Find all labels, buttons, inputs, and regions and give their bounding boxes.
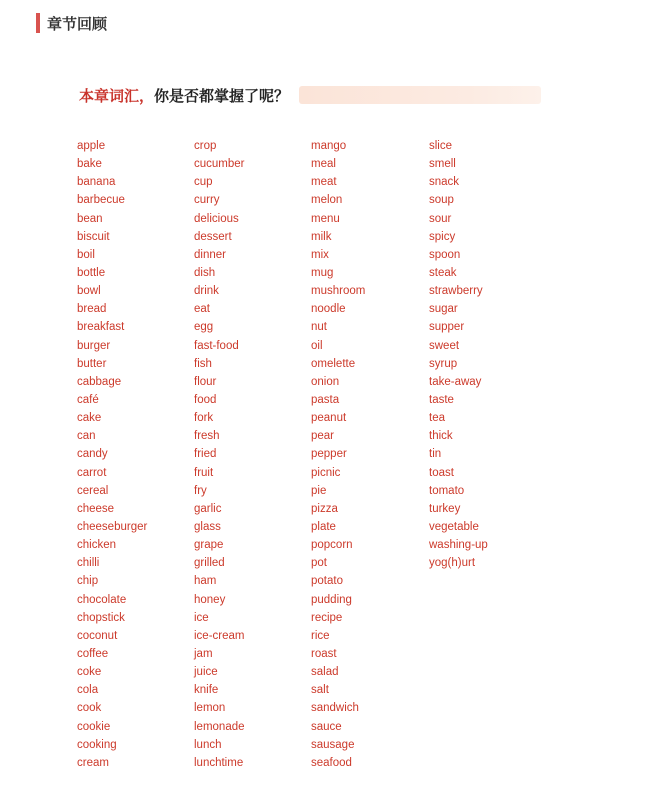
vocab-word: yog(h)urt [429, 557, 476, 570]
vocab-word: supper [429, 321, 465, 334]
vocab-word: cabbage [77, 375, 122, 388]
vocab-word: coconut [77, 629, 118, 642]
vocab-word: tin [429, 448, 442, 461]
vocab-word: milk [311, 230, 332, 243]
vocab-word: butter [77, 357, 107, 370]
vocab-column-1 [77, 137, 147, 772]
vocab-word: lunch [194, 738, 222, 751]
vocab-word: ice-cream [194, 629, 245, 642]
vocab-word: roast [311, 647, 337, 660]
vocab-word: pizza [311, 502, 338, 515]
vocab-word: plate [311, 520, 336, 533]
vocab-word: candy [77, 448, 108, 461]
vocab-word: chilli [77, 557, 100, 570]
vocab-word: nut [311, 321, 327, 334]
vocab-word: lunchtime [194, 756, 244, 769]
vocab-word: pasta [311, 393, 340, 406]
vocab-word: omelette [311, 357, 356, 370]
vocab-word: meat [311, 176, 337, 189]
section-header [36, 12, 107, 34]
vocab-word: mix [311, 248, 329, 261]
vocab-word: pudding [311, 593, 352, 606]
vocab-word: fry [194, 484, 207, 497]
vocab-word: cheese [77, 502, 115, 515]
vocab-word: grilled [194, 557, 225, 570]
vocab-word: delicious [194, 212, 239, 225]
vocab-word: slice [429, 140, 453, 152]
vocab-word: ham [194, 575, 217, 588]
vocab-word: garlic [194, 502, 222, 515]
vocab-word: food [194, 393, 217, 406]
vocab-word: chicken [77, 539, 116, 552]
vocab-word: salt [311, 684, 329, 697]
section-accent-bar [36, 13, 40, 33]
vocab-word: taste [429, 393, 454, 406]
vocab-column-2 [194, 137, 245, 772]
vocab-word: cereal [77, 484, 109, 497]
vocab-word: fried [194, 448, 217, 461]
vocab-word: crop [194, 140, 217, 152]
vocab-word: pot [311, 557, 327, 570]
vocab-word: take-away [429, 375, 482, 388]
vocab-word: peanut [311, 412, 347, 425]
vocab-word: grape [194, 539, 224, 552]
vocab-word: chopstick [77, 611, 125, 624]
vocab-word: cup [194, 176, 213, 189]
vocab-word: recipe [311, 611, 343, 624]
vocab-word: cook [77, 702, 102, 715]
vocab-word: fruit [194, 466, 214, 479]
vocab-word: pear [311, 430, 335, 443]
vocab-word: cola [77, 684, 99, 697]
vocab-word: curry [194, 194, 220, 207]
vocab-word: biscuit [77, 230, 110, 243]
vocab-word: lemon [194, 702, 226, 715]
vocab-word: glass [194, 520, 221, 533]
vocab-word: mango [311, 140, 347, 152]
vocab-word: carrot [77, 466, 107, 479]
vocab-word: burger [77, 339, 111, 352]
vocab-word: seafood [311, 756, 352, 769]
vocab-word: egg [194, 321, 214, 334]
vocab-word: vegetable [429, 520, 479, 533]
vocab-word: fish [194, 357, 212, 370]
vocab-word: knife [194, 684, 219, 697]
vocab-word: mug [311, 266, 334, 279]
vocab-word: pepper [311, 448, 347, 461]
vocab-word: sugar [429, 303, 458, 316]
vocab-word: rice [311, 629, 330, 642]
vocab-word: sandwich [311, 702, 359, 715]
vocab-word: cream [77, 756, 109, 769]
vocab-word: syrup [429, 357, 458, 370]
banner-highlight-wash [299, 86, 541, 104]
vocab-word: noodle [311, 303, 346, 316]
vocab-word: thick [429, 430, 453, 443]
banner-heading-highlight: 本章词汇， [79, 87, 155, 105]
banner-heading [79, 85, 289, 107]
vocab-word: steak [429, 266, 457, 279]
vocab-word: jam [194, 647, 213, 660]
vocab-word: lemonade [194, 720, 245, 733]
vocab-word: cheeseburger [77, 520, 148, 533]
vocab-word: chocolate [77, 593, 127, 606]
vocab-word: tomato [429, 484, 465, 497]
vocab-word: banana [77, 176, 116, 189]
vocab-word: fork [194, 412, 214, 425]
vocab-word: cookie [77, 720, 111, 733]
vocab-word: popcorn [311, 539, 353, 552]
vocab-word: can [77, 430, 96, 443]
vocab-word: bowl [77, 285, 101, 298]
section-title: 章节回顾 [47, 14, 108, 33]
vocab-word: toast [429, 466, 454, 479]
vocab-word: sour [429, 212, 452, 225]
vocab-word: flour [194, 375, 217, 388]
vocab-word: honey [194, 593, 226, 606]
vocab-word: bean [77, 212, 103, 225]
vocab-banner [79, 85, 541, 107]
vocab-word: washing-up [429, 539, 488, 552]
vocab-column-3 [311, 137, 365, 772]
vocab-word: juice [194, 666, 218, 679]
vocab-word: meal [311, 158, 336, 171]
vocab-word: chip [77, 575, 99, 588]
vocab-word: cucumber [194, 158, 245, 171]
vocab-word: cooking [77, 738, 117, 751]
vocab-word: breakfast [77, 321, 125, 334]
vocab-word: dessert [194, 230, 232, 243]
vocab-word: mushroom [311, 285, 366, 298]
vocab-word: bake [77, 158, 102, 171]
vocab-word: dinner [194, 248, 226, 261]
vocab-word: oil [311, 339, 323, 352]
vocab-word: strawberry [429, 285, 483, 298]
banner-heading-question: 你是否都掌握了呢？ [154, 87, 290, 105]
vocab-word: cake [77, 412, 102, 425]
vocab-word: boil [77, 248, 95, 261]
vocab-word: melon [311, 194, 343, 207]
vocab-word: sweet [429, 339, 460, 352]
vocab-word: soup [429, 194, 454, 207]
vocab-word: coffee [77, 647, 109, 660]
vocab-word: café [77, 393, 99, 406]
vocab-word: barbecue [77, 194, 125, 207]
vocab-word: onion [311, 375, 340, 388]
vocab-word: sauce [311, 720, 342, 733]
vocab-word: apple [77, 140, 106, 152]
vocab-word: bread [77, 303, 107, 316]
vocab-word: dish [194, 266, 216, 279]
vocab-word: salad [311, 666, 339, 679]
vocab-word: menu [311, 212, 340, 225]
vocab-column-4 [429, 137, 488, 572]
vocab-word: ice [194, 611, 209, 624]
vocab-word: tea [429, 412, 445, 425]
vocab-word: coke [77, 666, 102, 679]
vocab-word: fast-food [194, 339, 239, 352]
vocab-word: turkey [429, 502, 461, 515]
vocab-word: bottle [77, 266, 106, 279]
vocab-word: snack [429, 176, 460, 189]
vocab-word: fresh [194, 430, 220, 443]
vocab-word: potato [311, 575, 343, 588]
vocab-word: drink [194, 285, 219, 298]
vocab-word: pie [311, 484, 327, 497]
vocab-word: spicy [429, 230, 456, 243]
vocab-word: smell [429, 158, 456, 171]
vocab-word: spoon [429, 248, 461, 261]
vocab-word: eat [194, 303, 210, 316]
vocab-word: picnic [311, 466, 341, 479]
vocab-word: sausage [311, 738, 355, 751]
